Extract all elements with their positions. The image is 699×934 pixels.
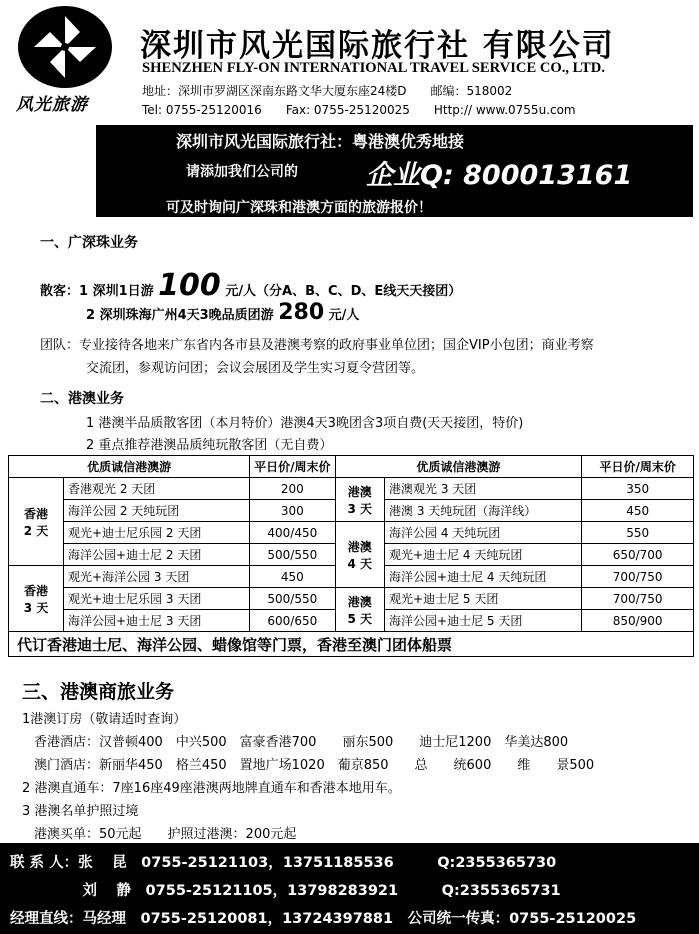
table-row: [9, 522, 694, 544]
tour-price: 500/550: [250, 544, 335, 566]
table-row: [9, 478, 694, 500]
group-hk-2day: 香港 2 天: [9, 478, 64, 566]
tour-name: 港澳观光 3 天团: [385, 478, 582, 500]
tour-price: 600/650: [250, 610, 335, 632]
table-footer-row: [9, 632, 694, 657]
group-gm-5day: 港澳 5 天: [335, 588, 384, 632]
section1-line1: [40, 268, 461, 303]
tour-price: 550: [582, 522, 694, 544]
left-header: 优质诚信港澳游: [9, 456, 250, 478]
tour-name: 海洋公园+迪士尼 2 天团: [64, 544, 250, 566]
right-price-header: 平日价/周末价: [582, 456, 694, 478]
group-gm-3day: 港澳 3 天: [335, 478, 384, 522]
group-gm-4day: 港澳 4 天: [335, 522, 384, 588]
tour-price: 200: [250, 478, 335, 500]
section1-heading: 一、广深珠业务: [40, 235, 138, 251]
tour-price: 450: [250, 566, 335, 588]
tour-price: 650/700: [582, 544, 694, 566]
section3-item2: 2 港澳直通车：7座16座49座港澳两地牌直通车和香港本地用车。: [22, 781, 401, 796]
tour-price: 700/750: [582, 566, 694, 588]
contact-zhang: 联 系 人：张 昆 0755-25121103，13751185536 Q:2355365730: [10, 855, 557, 871]
tour-name: 观光+迪士尼乐园 3 天团: [64, 588, 250, 610]
tour-price: 300: [250, 500, 335, 522]
ticket-booking-note: 代订香港迪士尼、海洋公园、蜡像馆等门票，香港至澳门团体船票: [9, 632, 694, 657]
section3-item3: 3 港澳名单护照过境: [22, 804, 139, 819]
tour-price: 700/750: [582, 588, 694, 610]
tour-name: 观光+迪士尼乐园 2 天团: [64, 522, 250, 544]
pinwheel-logo-icon: [18, 6, 112, 88]
tour-name: 观光+迪士尼 5 天团: [385, 588, 582, 610]
company-address: 地址：深圳市罗湖区深南东路文华大厦东座24楼D 邮编：518002: [142, 84, 513, 98]
section1-line2: [86, 300, 359, 325]
line2-prefix: 2 深圳珠海广州4天3晚品质团游: [86, 308, 274, 323]
line1-prefix: 散客：1 深圳1日游: [40, 284, 154, 299]
banner-qq-prefix: 请添加我们公司的: [186, 164, 298, 180]
group-services-line2: 交流团，参观访问团；会议会展团及学生实习夏令营团等。: [86, 361, 425, 376]
line1-suffix: 元/人（分A、B、C、D、E线天天接团）: [225, 284, 462, 299]
contact-liu: 刘 静 0755-25121105，13798283921 Q:2355365731: [10, 883, 561, 899]
line1-price: 100: [158, 268, 221, 303]
tour-name: 海洋公园+迪士尼 5 天团: [385, 610, 582, 632]
tour-name: 香港观光 2 天团: [64, 478, 250, 500]
section2-heading: 二、港澳业务: [40, 391, 124, 407]
tour-price: 400/450: [250, 522, 335, 544]
line2-suffix: 元/人: [328, 308, 360, 323]
tour-price: 850/900: [582, 610, 694, 632]
section2-item1: 1 港澳半品质散客团（本月特价）港澳4天3晚团含3项自费(天天接团，特价): [86, 416, 524, 431]
line2-price: 280: [278, 300, 325, 325]
tour-name: 海洋公园 2 天纯玩团: [64, 500, 250, 522]
contact-footer: [0, 843, 699, 934]
tour-price: 350: [582, 478, 694, 500]
section2-item2: 2 重点推荐港澳品质纯玩散客团（无自费）: [86, 438, 333, 453]
tour-name: 港澳 3 天纯玩团（海洋线）: [385, 500, 582, 522]
table-row: [9, 588, 694, 610]
right-header: 优质诚信港澳游: [335, 456, 582, 478]
tour-name: 观光+海洋公园 3 天团: [64, 566, 250, 588]
tour-price: 500/550: [250, 588, 335, 610]
group-services-line1: 团队：专业接待各地来广东省内各市县及港澳考察的政府事业单位团；国企VIP小包团；商业考察: [40, 338, 594, 353]
tour-price: 450: [582, 500, 694, 522]
table-header-row: [9, 456, 694, 478]
section3-heading: 三、港澳商旅业务: [22, 681, 175, 703]
company-name-cn: 深圳市风光国际旅行社 有限公司: [140, 28, 615, 64]
company-name-en: SHENZHEN FLY-ON INTERNATIONAL TRAVEL SERVICE CO., LTD.: [142, 60, 605, 76]
tour-name: 海洋公园+迪士尼 3 天团: [64, 610, 250, 632]
logo-caption: 风光旅游: [16, 95, 88, 115]
company-contact-line: Tel: 0755-25120016 Fax: 0755-25120025 Http:// www.0755u.com: [142, 103, 576, 117]
tour-name: 观光+迪士尼 4 天纯玩团: [385, 544, 582, 566]
manager-direct-line: 经理直线：马经理 0755-25120081，13724397881 公司统一传真：0755-25120025: [10, 911, 637, 927]
section3-item1: 1港澳订房（敬请适时查询）: [22, 712, 187, 727]
left-price-header: 平日价/周末价: [250, 456, 335, 478]
tour-name: 海洋公园+迪士尼 4 天纯玩团: [385, 566, 582, 588]
section3-item3-detail: 港澳买单：50元起 护照过港澳：200元起: [34, 827, 297, 842]
tour-price-table: [8, 455, 694, 657]
tour-name: 海洋公园 4 天纯玩团: [385, 522, 582, 544]
hk-hotels: 香港酒店：汉普顿400 中兴500 富豪香港700 丽东500 迪士尼1200 华美达800: [34, 735, 569, 750]
promo-banner: [96, 125, 693, 217]
macau-hotels: 澳门酒店：新丽华450 格兰450 置地广场1020 葡京850 总 统600 维 景500: [34, 758, 595, 773]
banner-note: 可及时询问广深珠和港澳方面的旅游报价！: [166, 200, 432, 216]
group-hk-3day: 香港 3 天: [9, 566, 64, 632]
banner-enterprise-qq: 企业Q: 800013161: [366, 160, 633, 191]
banner-headline: 深圳市风光国际旅行社：粤港澳优秀地接: [176, 132, 465, 151]
